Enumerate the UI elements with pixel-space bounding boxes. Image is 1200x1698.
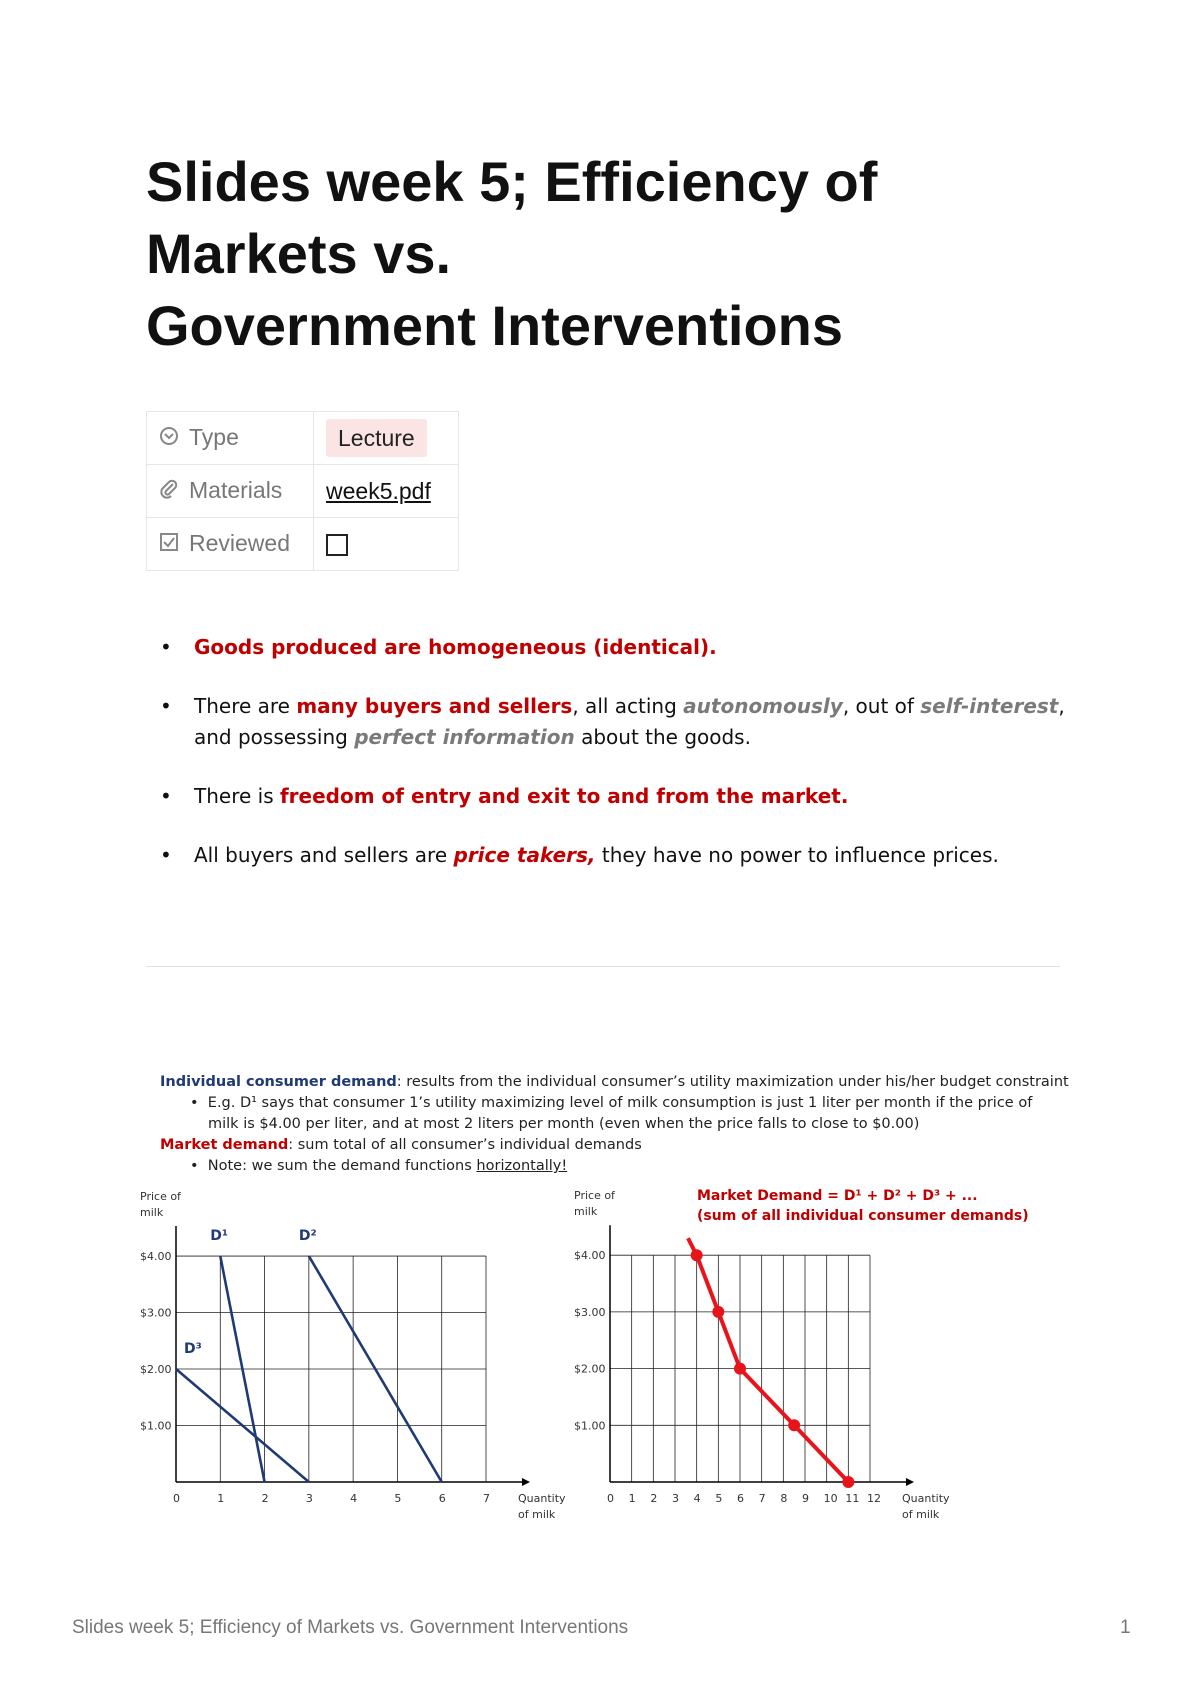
- x-axis-arrow-icon: [522, 1478, 530, 1486]
- y-axis-label: Price of: [574, 1189, 615, 1203]
- x-tick-label: 2: [261, 1492, 269, 1505]
- y-tick-label: $1.00: [574, 1419, 606, 1433]
- y-tick-label: $1.00: [140, 1419, 172, 1433]
- x-tick-label: 4: [693, 1492, 701, 1505]
- x-axis-label: Quantity: [902, 1492, 950, 1505]
- reviewed-checkbox[interactable]: [326, 534, 348, 556]
- footer-text: Slides week 5; Efficiency of Markets vs. Government Interventions: [72, 1617, 629, 1638]
- materials-link[interactable]: week5.pdf: [326, 477, 431, 504]
- bullet-icon: •: [160, 843, 172, 867]
- x-tick-label: 1: [628, 1492, 636, 1505]
- paperclip-icon: [159, 478, 181, 505]
- x-tick-label: 0: [173, 1492, 180, 1505]
- title-line-2: Markets vs.: [146, 222, 452, 285]
- page-title: [146, 146, 1046, 362]
- series-label: D¹: [210, 1228, 229, 1245]
- demand-figure: [140, 1062, 1070, 1542]
- bullet-icon: •: [160, 694, 172, 718]
- materials-key: Materials: [189, 476, 283, 503]
- title-line-1: Slides week 5; Efficiency of: [146, 150, 878, 213]
- y-axis-label: milk: [140, 1206, 164, 1220]
- property-reviewed-row: [147, 518, 459, 571]
- x-tick-label: 10: [823, 1492, 838, 1505]
- data-point: [734, 1363, 746, 1375]
- y-tick-label: $2.00: [140, 1363, 172, 1377]
- x-axis-arrow-icon: [906, 1478, 914, 1486]
- data-point: [691, 1249, 703, 1261]
- x-axis-label: of milk: [902, 1508, 940, 1521]
- bullet-icon: •: [160, 784, 172, 808]
- market-assumptions-list: [160, 632, 1080, 899]
- market-demand-heading: Market demand: [160, 1137, 289, 1153]
- x-tick-label: 0: [607, 1492, 614, 1505]
- series-line: [688, 1238, 848, 1482]
- x-tick-label: 6: [737, 1492, 744, 1505]
- type-tag[interactable]: Lecture: [326, 419, 427, 457]
- x-tick-label: 1: [217, 1492, 225, 1505]
- y-axis-label: Price of: [140, 1190, 181, 1204]
- list-item: • Goods produced are homogeneous (identical).: [160, 632, 1080, 663]
- property-materials-row: [147, 465, 459, 518]
- y-tick-label: $2.00: [574, 1362, 606, 1376]
- list-item: • There is freedom of entry and exit to and from the market.: [160, 781, 1080, 812]
- x-tick-label: 5: [394, 1492, 402, 1505]
- chart-2: [610, 1225, 914, 1488]
- x-axis-label: of milk: [518, 1508, 556, 1521]
- x-tick-label: 2: [650, 1492, 658, 1505]
- x-tick-label: 6: [438, 1492, 446, 1505]
- y-tick-label: $3.00: [140, 1306, 172, 1320]
- x-tick-label: 12: [867, 1492, 881, 1505]
- list-item: • All buyers and sellers are price takers, they have no power to influence prices.: [160, 840, 1080, 871]
- x-tick-label: 9: [802, 1492, 809, 1505]
- series-label: D³: [184, 1341, 202, 1358]
- market-title-2: (sum of all individual consumer demands): [697, 1208, 1029, 1224]
- x-tick-label: 8: [780, 1492, 788, 1505]
- title-line-3: Government Interventions: [146, 294, 844, 357]
- chart-1: [176, 1226, 530, 1486]
- series-label: D²: [298, 1228, 317, 1245]
- bullet-icon: •: [160, 635, 172, 659]
- x-tick-label: 11: [845, 1492, 860, 1505]
- x-axis-label: Quantity: [518, 1492, 566, 1505]
- checkbox-property-icon: [159, 531, 181, 558]
- x-tick-label: 3: [672, 1492, 679, 1505]
- data-point: [788, 1419, 800, 1431]
- reviewed-key: Reviewed: [189, 529, 290, 556]
- x-tick-label: 5: [715, 1492, 723, 1505]
- y-tick-label: $3.00: [574, 1305, 606, 1319]
- x-tick-label: 4: [350, 1492, 358, 1505]
- y-tick-label: $4.00: [140, 1250, 172, 1264]
- x-tick-label: 7: [483, 1492, 490, 1505]
- individual-demand-heading: Individual consumer demand: [160, 1074, 397, 1090]
- y-axis-label: milk: [574, 1205, 598, 1219]
- select-icon: [159, 425, 181, 452]
- list-item: • There are many buyers and sellers, all acting autonomously, out of self-interest, and possessing perfect information about the goods.: [160, 691, 1080, 753]
- properties-table: [146, 411, 459, 571]
- x-tick-label: 3: [305, 1492, 313, 1505]
- property-type-row: [147, 412, 459, 465]
- divider: [146, 966, 1060, 967]
- demand-charts: [140, 1062, 1070, 1542]
- data-point: [842, 1476, 854, 1488]
- market-title-1: Market Demand = D¹ + D² + D³ + ...: [697, 1188, 978, 1204]
- data-point: [712, 1306, 724, 1318]
- page-number: 1: [1120, 1617, 1131, 1638]
- figure-text: Individual consumer demand: results from the individual consumer’s utility maximization under his/her budget constraint • E.g. D¹ says that consumer 1’s utility maximizing level of milk consumption is just 1 liter per month if the price of milk is $4.00 per liter, and at most 2 liters per month (even when the price falls to close to $0.00) Market demand: sum total of all consumer’s individual demands • Note: we sum the demand functions horizontally!: [160, 1074, 1069, 1174]
- y-tick-label: $4.00: [574, 1249, 606, 1263]
- x-tick-label: 7: [758, 1492, 766, 1505]
- type-key: Type: [189, 423, 239, 450]
